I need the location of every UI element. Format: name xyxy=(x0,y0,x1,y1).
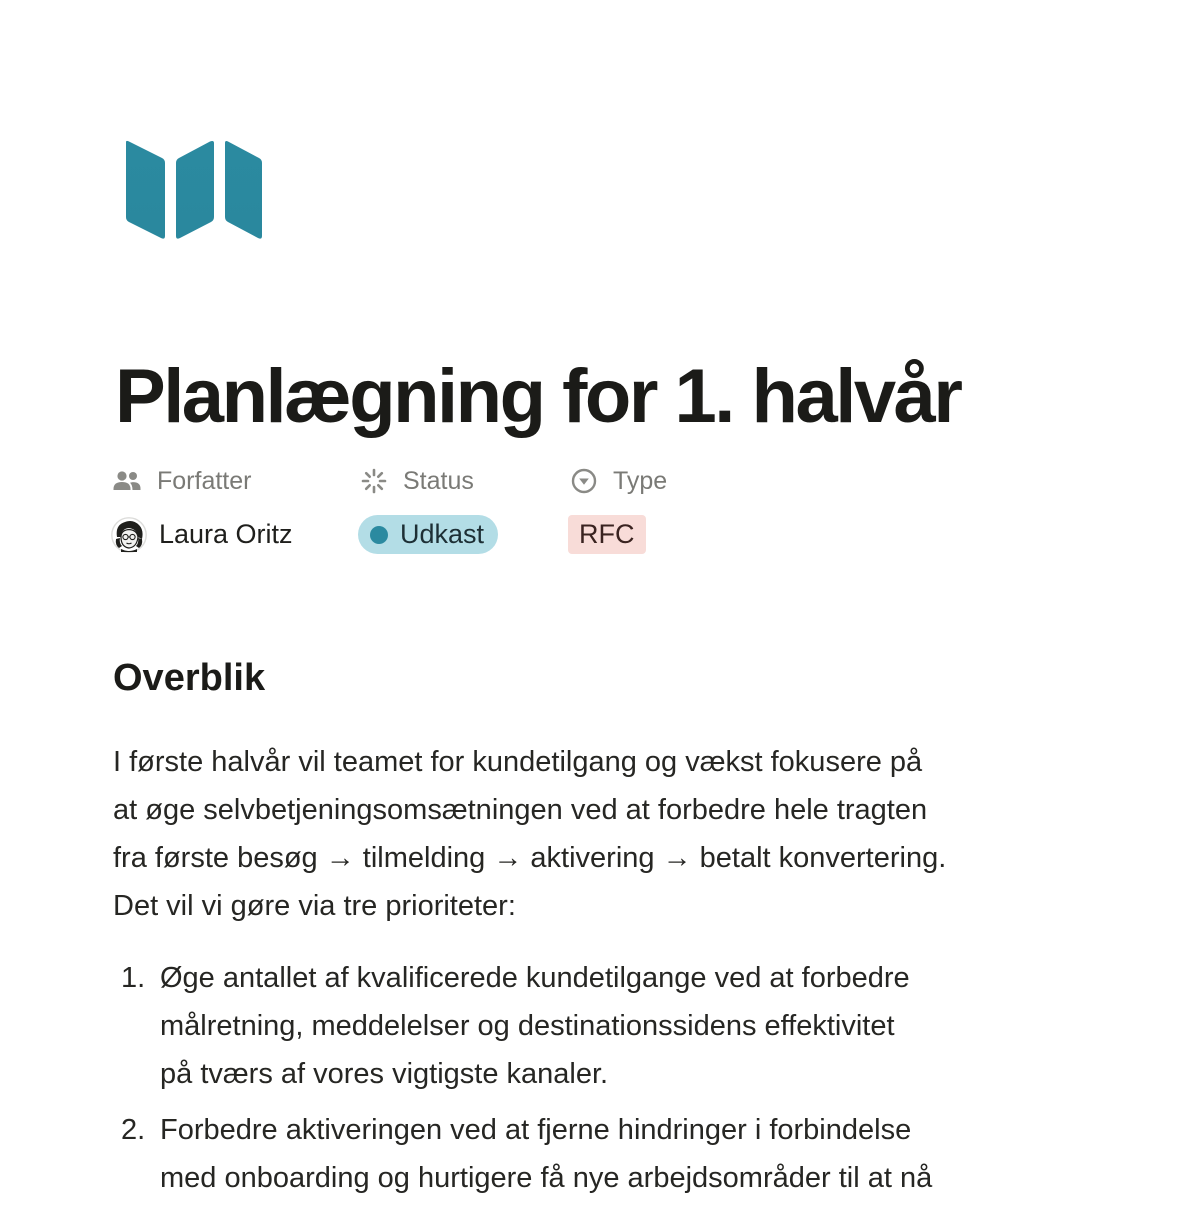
property-label-text: Status xyxy=(403,466,474,495)
overview-paragraph[interactable] xyxy=(113,738,1113,930)
circle-chevron-down-icon xyxy=(571,468,597,494)
property-label-status[interactable] xyxy=(361,466,474,496)
list-item-line: med onboarding og hurtigere få nye arbejdsområder til at nå xyxy=(160,1162,933,1194)
people-icon xyxy=(113,470,141,492)
property-label-author[interactable] xyxy=(113,466,251,496)
property-value-type[interactable] xyxy=(568,515,646,554)
avatar-illustration xyxy=(111,517,147,553)
list-item-line: Øge antallet af kvalificerede kundetilgange ved at forbedre xyxy=(160,962,910,994)
property-value-status[interactable] xyxy=(358,515,498,554)
author-name: Laura Oritz xyxy=(159,519,293,549)
paragraph-line: I første halvår vil teamet for kundetilgang og vækst fokusere på xyxy=(113,746,923,778)
property-label-type[interactable] xyxy=(571,466,667,496)
property-label-text: Forfatter xyxy=(157,466,252,495)
priority-list xyxy=(113,954,1113,1210)
paragraph-line: Det vil vi gøre via tre prioriteter: xyxy=(113,890,516,922)
type-tag[interactable] xyxy=(568,515,646,554)
status-badge[interactable] xyxy=(358,515,498,554)
status-dot xyxy=(370,526,388,544)
list-number: 1. xyxy=(121,962,146,994)
property-label-text: Type xyxy=(613,466,668,495)
page-title[interactable]: Planlægning for 1. halvår xyxy=(115,354,961,439)
property-value-author[interactable] xyxy=(111,515,293,554)
list-item-line: Forbedre aktiveringen ved at fjerne hindringer i forbindelse xyxy=(160,1114,912,1146)
list-item-line: på tværs af vores vigtigste kanaler. xyxy=(160,1058,609,1090)
map-icon[interactable] xyxy=(124,140,264,240)
paragraph-line: fra første besøg → tilmelding → aktivering → betalt konvertering. xyxy=(113,842,947,874)
list-item-line: målretning, meddelelser og destinationssidens effektivitet xyxy=(160,1010,895,1042)
list-item[interactable] xyxy=(113,1106,1113,1202)
type-text: RFC xyxy=(579,519,635,549)
paragraph-line: at øge selvbetjeningsomsætningen ved at forbedre hele tragten xyxy=(113,794,928,826)
status-text: Udkast xyxy=(400,519,485,549)
section-heading[interactable]: Overblik xyxy=(113,657,266,699)
loading-spinner-icon xyxy=(361,468,387,494)
list-number: 2. xyxy=(121,1114,146,1146)
list-item[interactable] xyxy=(113,954,1113,1098)
